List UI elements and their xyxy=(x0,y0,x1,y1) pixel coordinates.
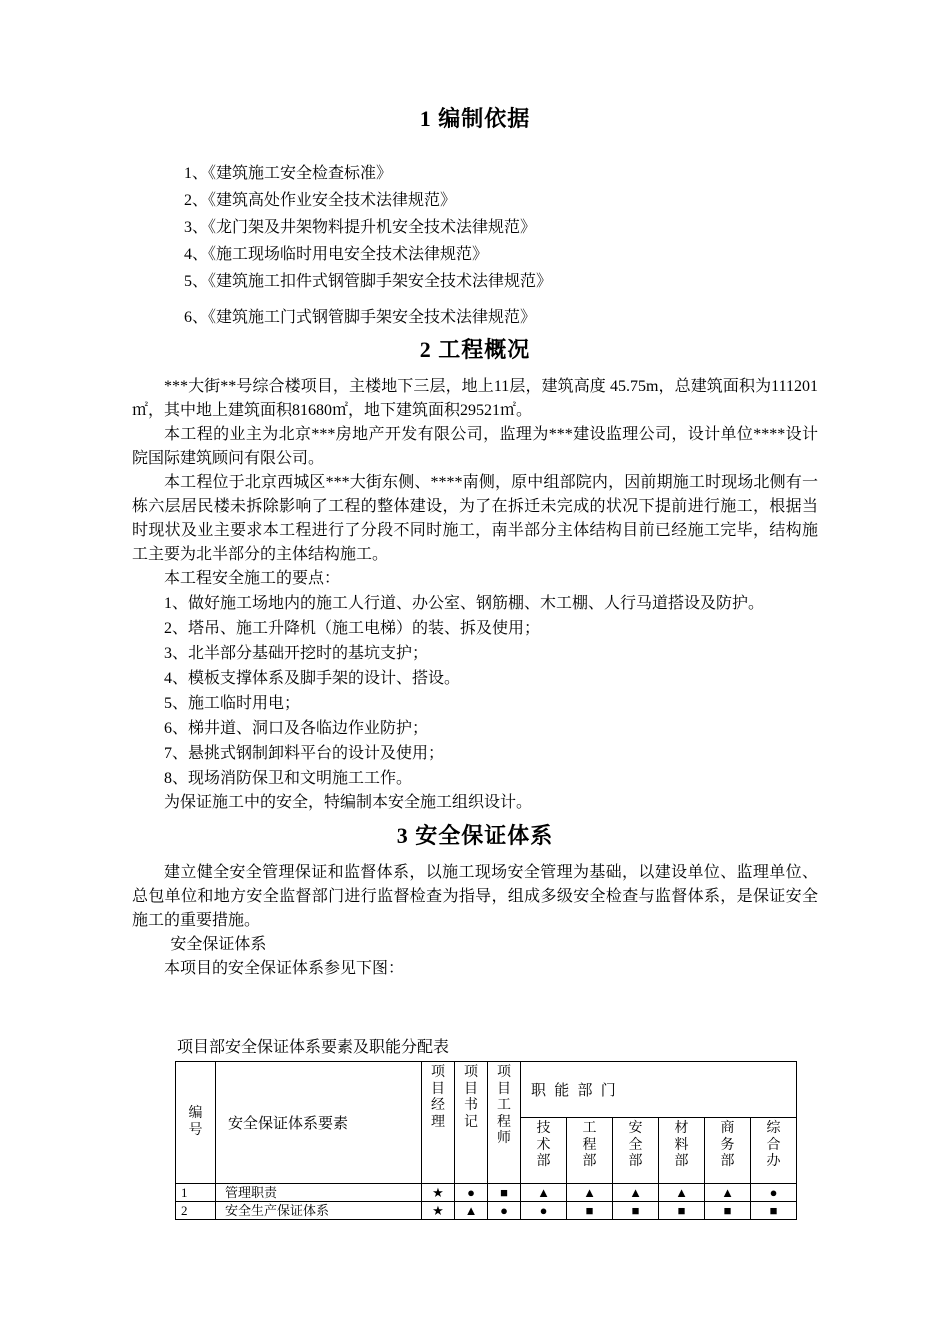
reference-item-4: 4、《施工现场临时用电安全技术法律规范》 xyxy=(184,246,489,263)
mark-cell: ■ xyxy=(751,1202,797,1220)
header-cell-dept-engineering xyxy=(567,1118,613,1184)
header-cell-project-engineer xyxy=(488,1062,521,1184)
overview-paragraph-2: 本工程的业主为北京***房地产开发有限公司，监理为***建设监理公司，设计单位****设计院国际建筑顾问有限公司。 xyxy=(132,426,818,467)
key-point-2: 2、塔吊、施工升降机（施工电梯）的装、拆及使用； xyxy=(164,620,541,637)
dept-general-label: 综合办 xyxy=(766,1121,781,1170)
row-element: 安全生产保证体系 xyxy=(216,1202,422,1220)
mark-cell: ● xyxy=(455,1184,488,1202)
header-cell-project-manager xyxy=(422,1062,455,1184)
row-element: 管理职责 xyxy=(216,1184,422,1202)
mark-cell: ■ xyxy=(488,1184,521,1202)
reference-item-2: 2、《建筑高处作业安全技术法律规范》 xyxy=(184,192,457,209)
row-number: 2 xyxy=(176,1202,216,1220)
key-point-5: 5、施工临时用电； xyxy=(164,695,301,712)
mark-cell: ● xyxy=(751,1184,797,1202)
key-point-3: 3、北半部分基础开挖时的基坑支护； xyxy=(164,645,429,662)
header-cell-dept-tech xyxy=(521,1118,567,1184)
table-caption: 项目部安全保证体系要素及职能分配表 xyxy=(177,1039,450,1056)
project-manager-label: 项目经理 xyxy=(431,1065,445,1130)
assurance-figure-note: 本项目的安全保证体系参见下图： xyxy=(164,960,405,977)
row-number: 1 xyxy=(176,1184,216,1202)
closing-paragraph: 为保证施工中的安全，特编制本安全施工组织设计。 xyxy=(164,794,533,811)
header-cell-dept-safety xyxy=(613,1118,659,1184)
key-point-6: 6、梯井道、洞口及各临边作业防护； xyxy=(164,720,429,737)
key-point-4: 4、模板支撑体系及脚手架的设计、搭设。 xyxy=(164,670,461,687)
key-point-1: 1、做好施工场地内的施工人行道、办公室、钢筋棚、木工棚、人行马道搭设及防护。 xyxy=(164,595,765,612)
mark-cell: ■ xyxy=(567,1202,613,1220)
reference-item-3: 3、《龙门架及井架物料提升机安全技术法律规范》 xyxy=(184,219,537,236)
dept-commerce-label: 商务部 xyxy=(720,1121,735,1170)
key-point-8: 8、现场消防保卫和文明施工工作。 xyxy=(164,770,413,787)
mark-cell: ▲ xyxy=(567,1184,613,1202)
project-engineer-label: 项目工程师 xyxy=(497,1065,511,1147)
mark-cell: ▲ xyxy=(659,1184,705,1202)
section-2-heading: 2 工程概况 xyxy=(419,337,531,362)
project-secretary-label: 项目书记 xyxy=(464,1065,478,1130)
overview-paragraph-3: 本工程位于北京西城区***大街东侧、****南侧，原中组部院内，因前期施工时现场北侧有一栋六层居民楼未拆除影响了工程的整体建设，为了在拆迁未完成的状况下提前进行施工，根据当时现状及业主要求本工程进行了分段不同时施工，南半部分主体结构目前已经施工完毕，结构施工主要为北半部分的主体结构施工。 xyxy=(132,474,818,563)
dept-materials-label: 材料部 xyxy=(674,1121,689,1170)
header-number-label: 编号 xyxy=(188,1105,203,1138)
mark-cell: ▲ xyxy=(705,1184,751,1202)
table-row xyxy=(176,1202,797,1220)
mark-cell: ● xyxy=(488,1202,521,1220)
header-cell-dept-general xyxy=(751,1118,797,1184)
reference-list xyxy=(132,160,818,331)
assurance-paragraph: 建立健全安全管理保证和监督体系，以施工现场安全管理为基础，以建设单位、监理单位、总包单位和地方安全监督部门进行监督检查为指导，组成多级安全检查与监督体系，是保证安全施工的重要措施。 xyxy=(132,864,818,929)
key-points-intro: 本工程安全施工的要点： xyxy=(164,570,341,587)
overview-paragraph-1: ***大街**号综合楼项目，主楼地下三层，地上11层，建筑高度 45.75m，总建筑面积为111201㎡，其中地上建筑面积81680㎡，地下建筑面积29521㎡。 xyxy=(132,378,818,419)
key-points-list xyxy=(132,591,818,791)
assurance-subtitle: 安全保证体系 xyxy=(170,936,267,953)
header-cell-project-secretary xyxy=(455,1062,488,1184)
section-3-heading: 3 安全保证体系 xyxy=(396,823,554,848)
header-cell-element: 安全保证体系要素 xyxy=(216,1062,422,1184)
mark-cell: ■ xyxy=(705,1202,751,1220)
mark-cell: ▲ xyxy=(455,1202,488,1220)
responsibility-table xyxy=(175,1061,797,1220)
mark-cell: ■ xyxy=(613,1202,659,1220)
header-cell-number xyxy=(176,1062,216,1184)
key-point-7: 7、悬挑式钢制卸料平台的设计及使用； xyxy=(164,745,445,762)
reference-item-5: 5、《建筑施工扣件式钢管脚手架安全技术法律规范》 xyxy=(184,273,553,290)
mark-cell: ★ xyxy=(422,1202,455,1220)
reference-item-1: 1、《建筑施工安全检查标准》 xyxy=(184,165,393,182)
header-cell-dept-materials xyxy=(659,1118,705,1184)
table-header-row-1 xyxy=(176,1062,797,1118)
dept-engineering-label: 工程部 xyxy=(582,1121,597,1170)
section-1-heading: 1 编制依据 xyxy=(419,106,531,131)
dept-safety-label: 安全部 xyxy=(628,1121,643,1170)
header-cell-dept-commerce xyxy=(705,1118,751,1184)
table-row xyxy=(176,1184,797,1202)
mark-cell: ● xyxy=(521,1202,567,1220)
mark-cell: ★ xyxy=(422,1184,455,1202)
dept-tech-label: 技术部 xyxy=(536,1121,551,1170)
mark-cell: ▲ xyxy=(613,1184,659,1202)
mark-cell: ■ xyxy=(659,1202,705,1220)
reference-item-6: 6、《建筑施工门式钢管脚手架安全技术法律规范》 xyxy=(184,309,537,326)
mark-cell: ▲ xyxy=(521,1184,567,1202)
header-cell-departments: 职能部门 xyxy=(521,1062,797,1118)
